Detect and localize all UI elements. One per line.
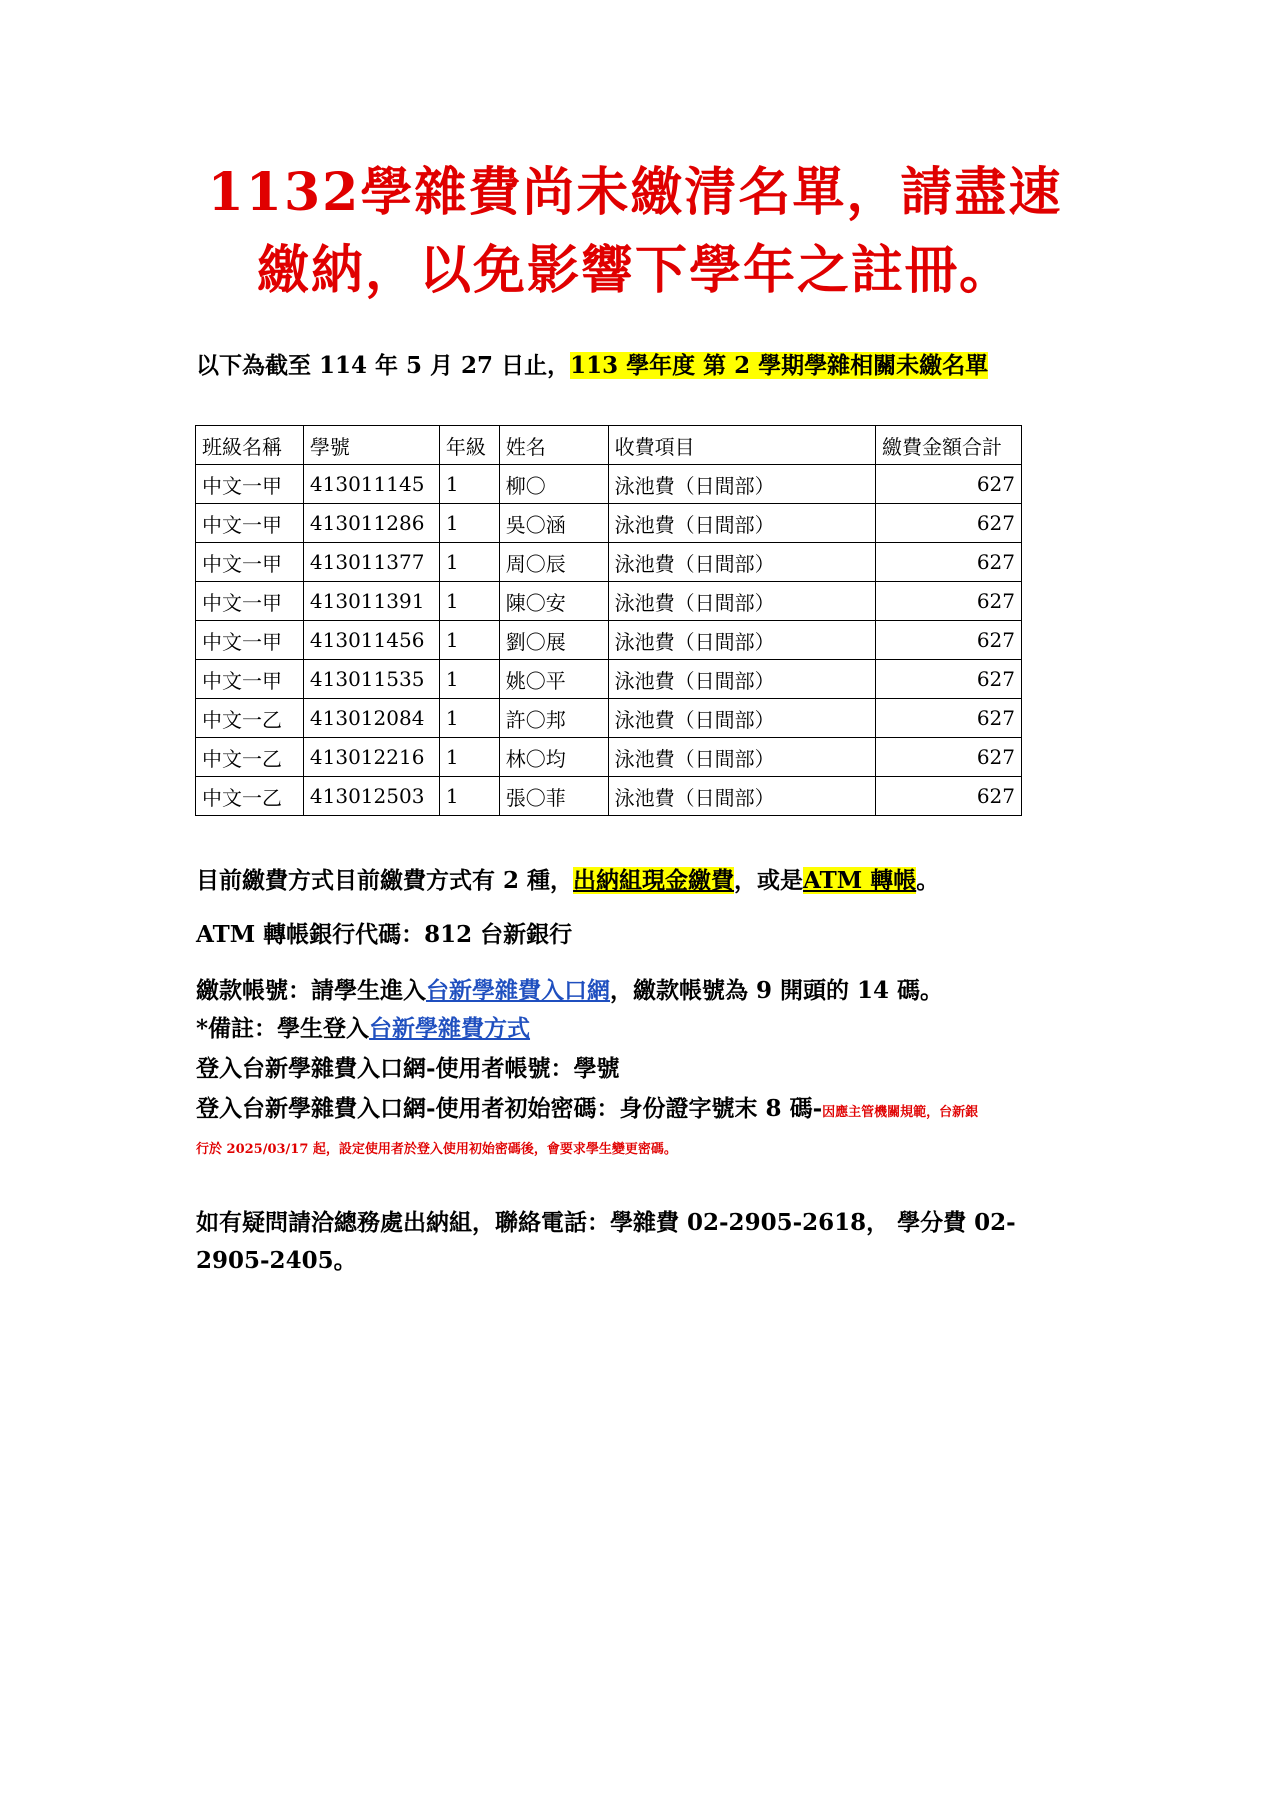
table-row bbox=[196, 699, 1022, 738]
header-student-id: 學號 bbox=[303, 426, 439, 465]
cell-student-id: 413011286 bbox=[303, 504, 439, 543]
header-class: 班級名稱 bbox=[196, 426, 304, 465]
payment-methods-text bbox=[196, 864, 939, 898]
page-title-line-1: 1132學雜費尚未繳清名單，請盡速 bbox=[207, 162, 1063, 223]
cell-amount: 627 bbox=[876, 738, 1022, 777]
bank-code-text: ATM 轉帳銀行代碼：812 台新銀行 bbox=[196, 921, 573, 948]
cell-name: 柳〇 bbox=[499, 465, 608, 504]
cell-amount: 627 bbox=[876, 660, 1022, 699]
cell-name: 劉〇展 bbox=[499, 621, 608, 660]
table-row bbox=[196, 465, 1022, 504]
cell-grade: 1 bbox=[439, 543, 499, 582]
table-row bbox=[196, 660, 1022, 699]
cell-name: 張〇菲 bbox=[499, 777, 608, 816]
cell-grade: 1 bbox=[439, 660, 499, 699]
cell-name: 姚〇平 bbox=[499, 660, 608, 699]
header-amount: 繳費金額合計 bbox=[876, 426, 1022, 465]
cell-name: 許〇邦 bbox=[499, 699, 608, 738]
account-suffix: ，繳款帳號為 9 開頭的 14 碼。 bbox=[610, 977, 944, 1004]
page-title-line-2: 繳納，以免影響下學年之註冊。 bbox=[256, 240, 1013, 301]
cell-student-id: 413011377 bbox=[303, 543, 439, 582]
login-user-text: 登入台新學雜費入口網-使用者帳號：學號 bbox=[196, 1055, 620, 1082]
cell-amount: 627 bbox=[876, 465, 1022, 504]
cell-fee-item: 泳池費（日間部） bbox=[608, 621, 875, 660]
cell-student-id: 413012216 bbox=[303, 738, 439, 777]
cell-student-id: 413011145 bbox=[303, 465, 439, 504]
taishin-portal-link[interactable]: 台新學雜費入口網 bbox=[426, 977, 610, 1004]
header-grade: 年級 bbox=[439, 426, 499, 465]
note-prefix: *備註：學生登入 bbox=[196, 1015, 370, 1042]
login-password-note-2: 行於 2025/03/17 起，設定使用者於登入使用初始密碼後，會要求學生變更密碼。 bbox=[196, 1142, 677, 1157]
cell-name: 吳〇涵 bbox=[499, 504, 608, 543]
contact-line-1: 如有疑問請洽總務處出納組，聯絡電話：學雜費 02-2905-2618， 學分費 02- bbox=[196, 1209, 1016, 1236]
login-password-note-1: 因應主管機關規範，台新銀 bbox=[822, 1105, 979, 1120]
table-row bbox=[196, 582, 1022, 621]
header-name: 姓名 bbox=[499, 426, 608, 465]
cell-class: 中文一乙 bbox=[196, 738, 304, 777]
intro-prefix: 以下為截至 114 年 5 月 27 日止， bbox=[196, 352, 571, 379]
unpaid-fees-table bbox=[195, 425, 1022, 816]
cell-grade: 1 bbox=[439, 738, 499, 777]
cell-class: 中文一甲 bbox=[196, 504, 304, 543]
cell-name: 陳〇安 bbox=[499, 582, 608, 621]
table-row bbox=[196, 543, 1022, 582]
cell-class: 中文一甲 bbox=[196, 582, 304, 621]
cell-student-id: 413011456 bbox=[303, 621, 439, 660]
methods-prefix: 目前繳費方式目前繳費方式有 2 種， bbox=[196, 867, 574, 894]
note-text bbox=[196, 1012, 530, 1046]
login-password-note-line bbox=[196, 1136, 677, 1160]
cell-student-id: 413011391 bbox=[303, 582, 439, 621]
table-row bbox=[196, 777, 1022, 816]
cell-class: 中文一乙 bbox=[196, 699, 304, 738]
header-fee-item: 收費項目 bbox=[608, 426, 875, 465]
cell-class: 中文一乙 bbox=[196, 777, 304, 816]
cell-amount: 627 bbox=[876, 777, 1022, 816]
cell-amount: 627 bbox=[876, 543, 1022, 582]
cell-amount: 627 bbox=[876, 504, 1022, 543]
cell-grade: 1 bbox=[439, 699, 499, 738]
table-row bbox=[196, 504, 1022, 543]
table-row bbox=[196, 621, 1022, 660]
cell-class: 中文一甲 bbox=[196, 543, 304, 582]
table-header-row bbox=[196, 426, 1022, 465]
cell-grade: 1 bbox=[439, 582, 499, 621]
cell-grade: 1 bbox=[439, 465, 499, 504]
cell-grade: 1 bbox=[439, 504, 499, 543]
method-cash: 出納組現金繳費 bbox=[573, 867, 735, 894]
cell-grade: 1 bbox=[439, 621, 499, 660]
cell-class: 中文一甲 bbox=[196, 660, 304, 699]
methods-or: ，或是 bbox=[734, 867, 804, 894]
cell-fee-item: 泳池費（日間部） bbox=[608, 777, 875, 816]
login-password-main: 登入台新學雜費入口網-使用者初始密碼：身份證字號末 8 碼- bbox=[196, 1095, 823, 1122]
account-prefix: 繳款帳號：請學生進入 bbox=[196, 977, 426, 1004]
cell-class: 中文一甲 bbox=[196, 621, 304, 660]
table-row bbox=[196, 738, 1022, 777]
cell-fee-item: 泳池費（日間部） bbox=[608, 738, 875, 777]
cell-fee-item: 泳池費（日間部） bbox=[608, 543, 875, 582]
cell-fee-item: 泳池費（日間部） bbox=[608, 504, 875, 543]
login-password-text bbox=[196, 1092, 978, 1130]
cell-student-id: 413012084 bbox=[303, 699, 439, 738]
cell-fee-item: 泳池費（日間部） bbox=[608, 660, 875, 699]
intro-highlight: 113 學年度 第 2 學期學雜相關未繳名單 bbox=[570, 352, 989, 379]
cell-amount: 627 bbox=[876, 621, 1022, 660]
contact-line-2: 2905-2405。 bbox=[196, 1247, 357, 1274]
cell-amount: 627 bbox=[876, 699, 1022, 738]
cell-fee-item: 泳池費（日間部） bbox=[608, 582, 875, 621]
cell-name: 林〇均 bbox=[499, 738, 608, 777]
methods-end: 。 bbox=[916, 867, 940, 894]
cell-amount: 627 bbox=[876, 582, 1022, 621]
cell-name: 周〇辰 bbox=[499, 543, 608, 582]
cell-fee-item: 泳池費（日間部） bbox=[608, 465, 875, 504]
cell-class: 中文一甲 bbox=[196, 465, 304, 504]
intro-text bbox=[196, 349, 988, 383]
method-atm: ATM 轉帳 bbox=[803, 867, 917, 894]
cell-grade: 1 bbox=[439, 777, 499, 816]
taishin-login-method-link[interactable]: 台新學雜費方式 bbox=[369, 1015, 531, 1042]
cell-student-id: 413012503 bbox=[303, 777, 439, 816]
cell-fee-item: 泳池費（日間部） bbox=[608, 699, 875, 738]
cell-student-id: 413011535 bbox=[303, 660, 439, 699]
account-text bbox=[196, 974, 943, 1008]
